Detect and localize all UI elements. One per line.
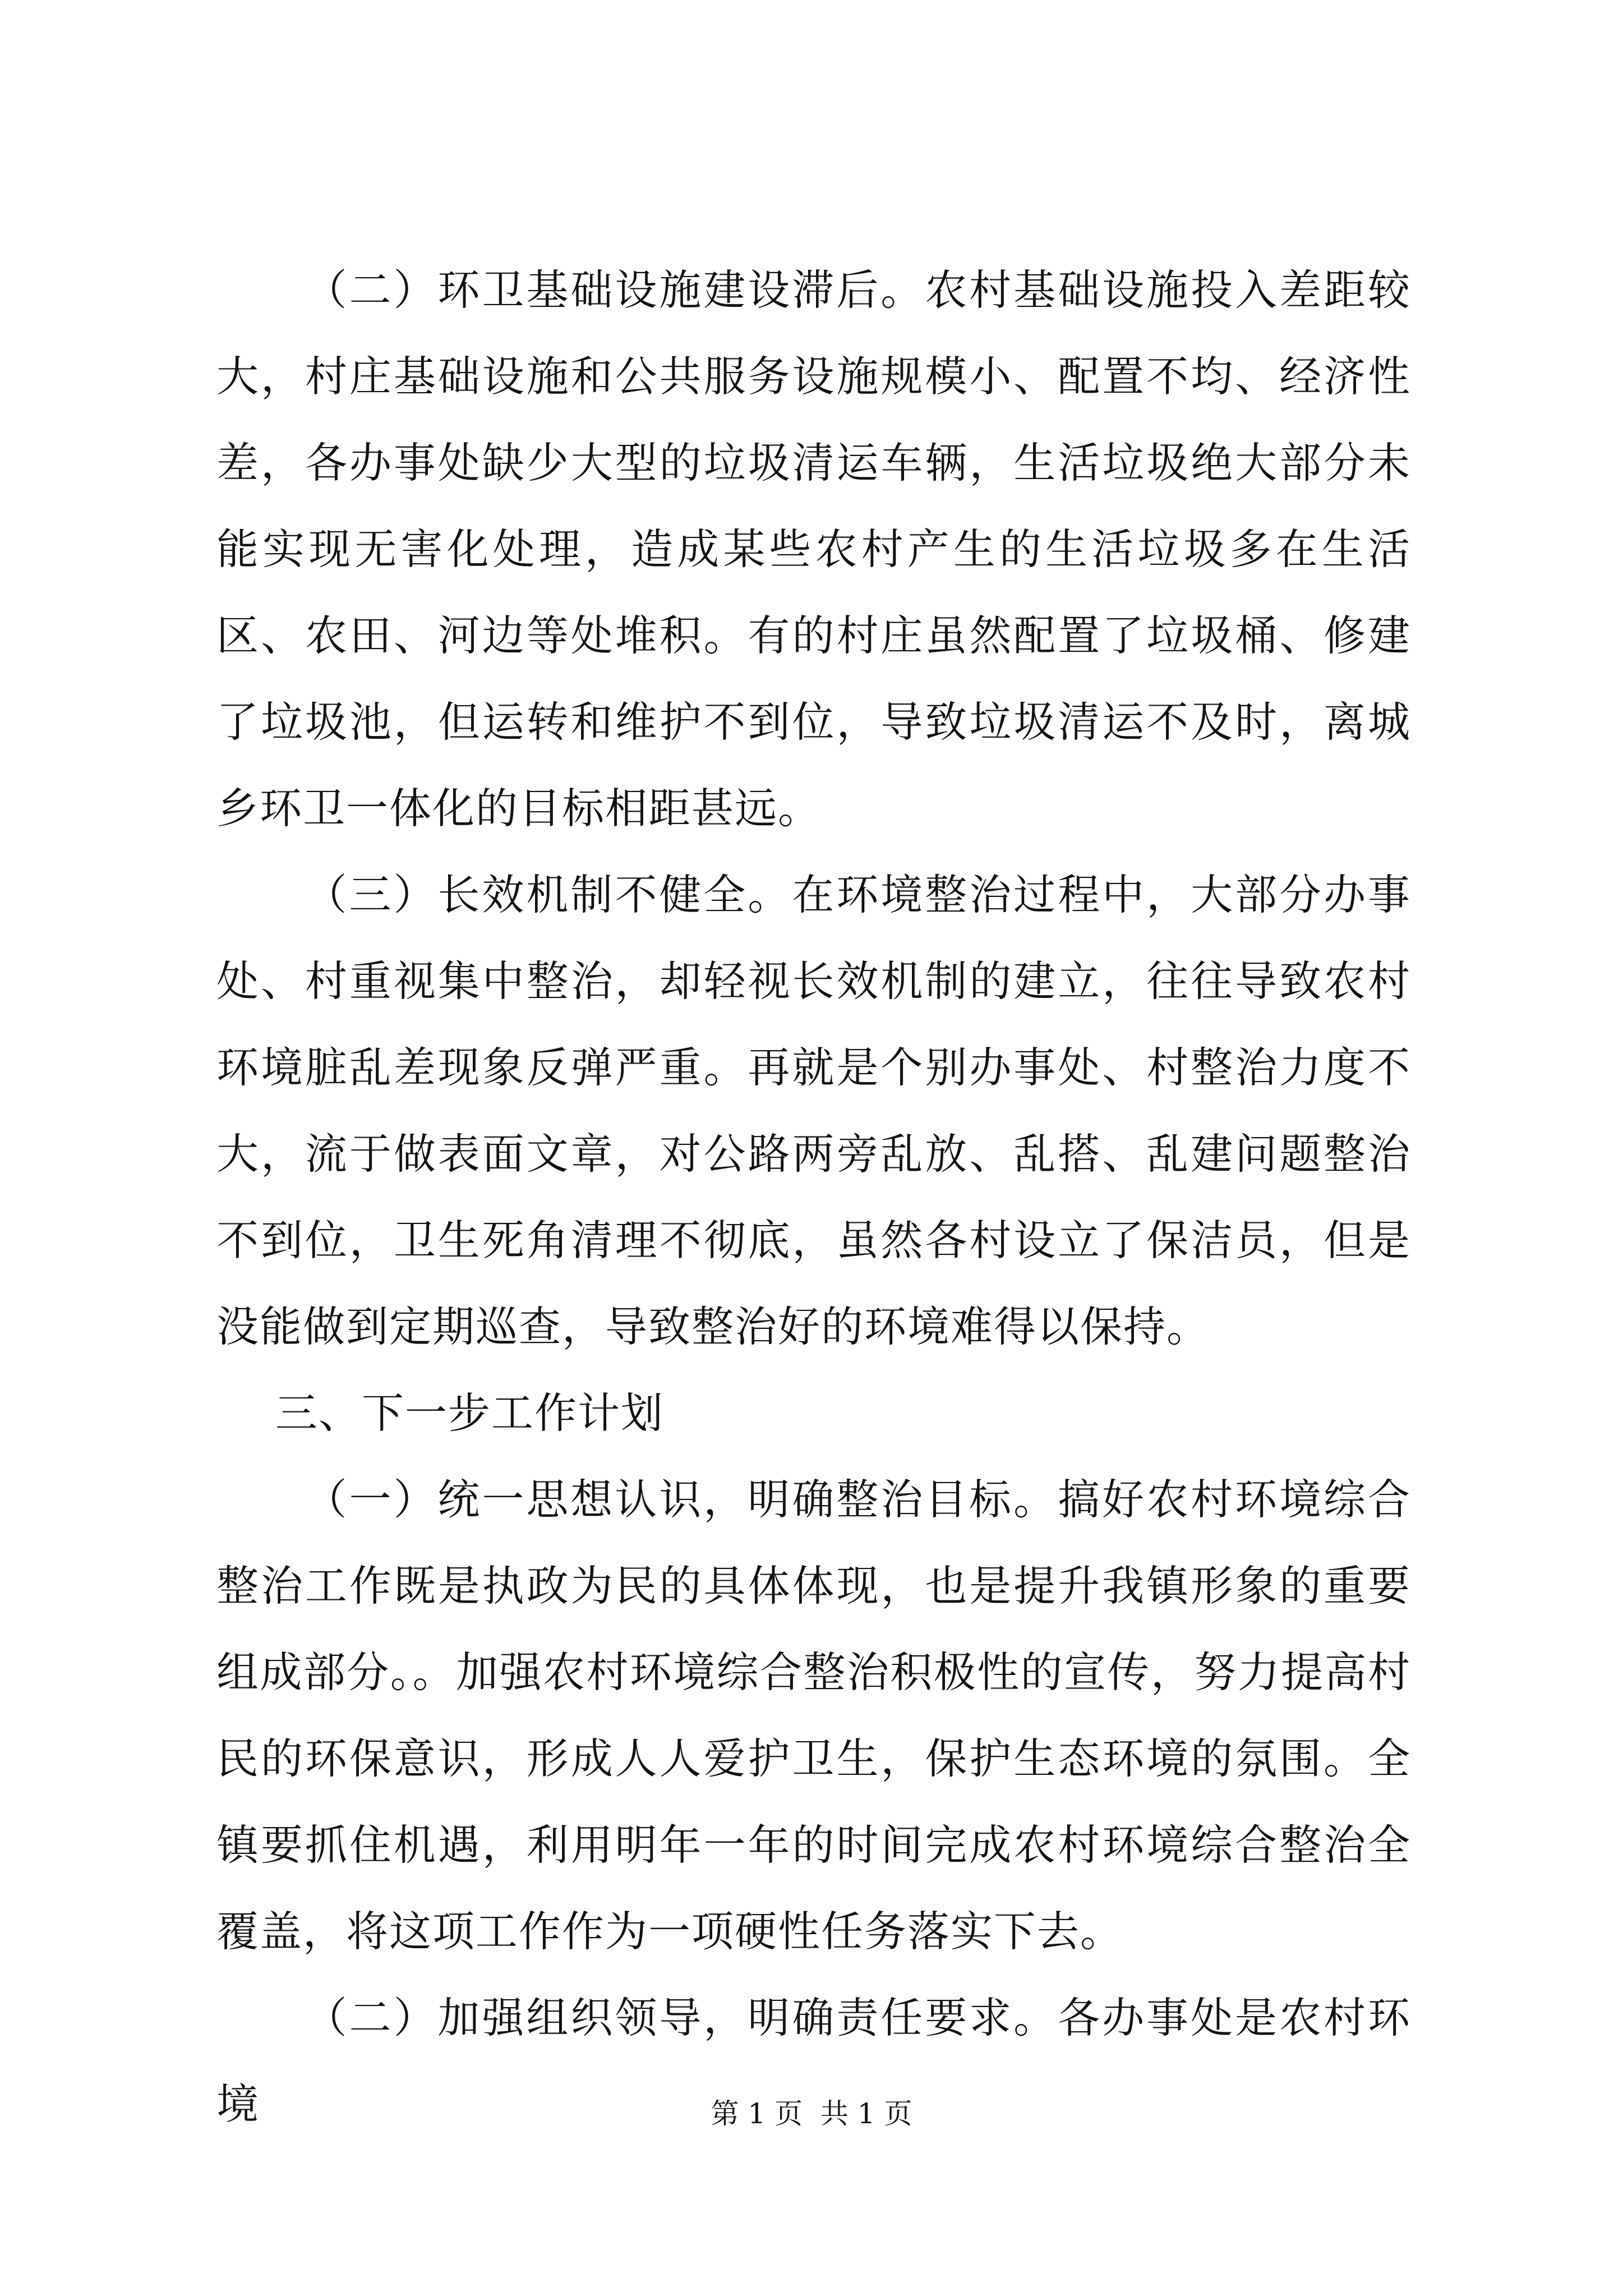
paragraph-organization-leadership: （二）加强组织领导，明确责任要求。各办事处是农村环境: [216, 1993, 1411, 2129]
paragraph-unify-thinking: （一）统一思想认识，明确整治目标。搞好农村环境综合整治工作既是执政为民的具体体现，也是提升我镇形象的重要组成部分。。加强农村环境综合整治积极性的宣传，努力提高村民的环保意识，形成人人爱护卫生，保护生态环境的氛围。全镇要抓住机遇，利用明年一年的时间完成农村环境综合整治全覆盖，将这项工作作为一项硬性任务落实下去。: [216, 1475, 1411, 1956]
page-number-label: 第 1 页 共 1 页: [711, 2097, 912, 2130]
section-heading-next-steps: 三、下一步工作计划: [275, 1388, 665, 1438]
document-body: [216, 247, 1411, 2147]
paragraph-sanitation-infrastructure: （二）环卫基础设施建设滞后。农村基础设施投入差距较大，村庄基础设施和公共服务设施规模小、配置不均、经济性差，各办事处缺少大型的垃圾清运车辆，生活垃圾绝大部分未能实现无害化处理，造成某些农村产生的生活垃圾多在生活区、农田、河边等处堆积。有的村庄虽然配置了垃圾桶、修建了垃圾池，但运转和维护不到位，导致垃圾清运不及时，离城乡环卫一体化的目标相距甚远。: [216, 265, 1411, 833]
page-footer: [0, 2097, 1623, 2131]
paragraph-long-term-mechanism: （三）长效机制不健全。在环境整治过程中，大部分办事处、村重视集中整治，却轻视长效机制的建立，往往导致农村环境脏乱差现象反弹严重。再就是个别办事处、村整治力度不大，流于做表面文章，对公路两旁乱放、乱搭、乱建问题整治不到位，卫生死角清理不彻底，虽然各村设立了保洁员，但是没能做到定期巡查，导致整治好的环境难得以保持。: [216, 870, 1411, 1351]
